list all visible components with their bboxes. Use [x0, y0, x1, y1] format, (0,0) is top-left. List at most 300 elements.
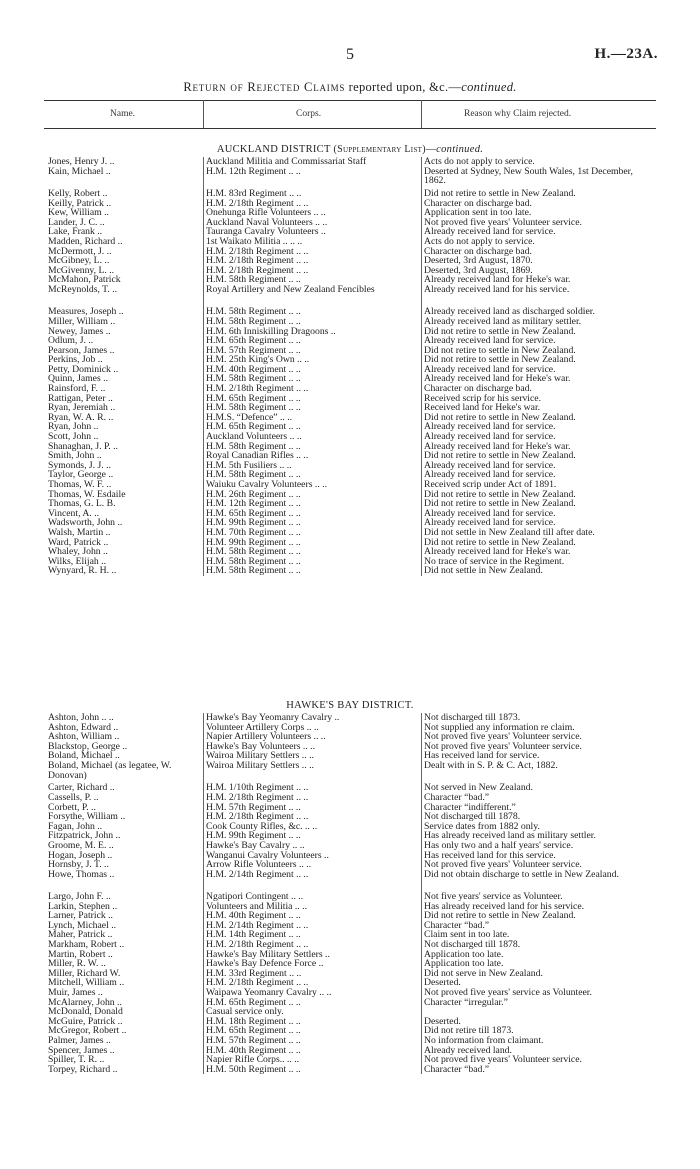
cell-reason: Character “bad.” — [424, 1063, 490, 1075]
cell-corps: H.M. 50th Regiment .. .. — [206, 1063, 301, 1075]
cell-reason: Received scrip under Act of 1891. — [424, 479, 557, 490]
cell-name: Ashton, John .. .. — [48, 712, 114, 723]
column-divider — [203, 911, 204, 921]
column-divider — [421, 988, 422, 998]
cell-name: Scott, John .. — [48, 431, 99, 443]
column-divider — [421, 713, 422, 723]
column-divider — [203, 199, 204, 209]
cell-corps: Hawke's Bay Defence Force .. — [206, 958, 324, 970]
cell-name: Larkin, Stephen .. — [48, 900, 118, 912]
cell-name: Whaley, John .. — [48, 546, 108, 558]
column-divider — [203, 528, 204, 538]
column-divider — [203, 538, 204, 548]
column-divider — [421, 422, 422, 432]
cell-reason: Did not retire to settle in New Zealand. — [424, 325, 576, 337]
column-divider — [421, 969, 422, 979]
column-divider — [421, 870, 422, 892]
column-divider — [421, 518, 422, 528]
column-divider — [421, 451, 422, 461]
column-divider — [203, 307, 204, 317]
table-row — [0, 167, 700, 189]
cell-reason: Not discharged till 1873. — [424, 712, 521, 723]
column-divider — [203, 403, 204, 413]
cell-reason: Not proved five years' Volunteer service. — [424, 216, 582, 228]
column-divider — [421, 432, 422, 442]
cell-name: Pearson, James .. — [48, 344, 115, 356]
cell-corps: Volunteer Artillery Corps .. .. — [206, 721, 319, 733]
column-divider — [203, 969, 204, 979]
cell-reason: Not five years' service as Volunteer. — [424, 891, 563, 903]
cell-corps: H.M. 2/14th Regiment .. .. — [206, 868, 309, 880]
column-divider — [203, 442, 204, 452]
column-divider — [421, 384, 422, 394]
table-row — [0, 761, 700, 783]
cell-corps: Napier Artillery Volunteers .. .. — [206, 731, 326, 743]
cell-reason: Did not settle in New Zealand till after date. — [424, 526, 595, 538]
cell-corps: H.M. 2/14th Regiment .. .. — [206, 919, 309, 931]
cell-corps: Hawke's Bay Cavalry .. .. — [206, 839, 305, 851]
column-divider — [421, 950, 422, 960]
cell-reason: Already received land for service. — [424, 507, 556, 519]
cell-corps: H.M. 2/18th Regiment .. .. — [206, 264, 309, 276]
cell-reason: Already received land for service. — [424, 459, 556, 471]
table-row — [0, 1046, 700, 1056]
cell-reason: Not proved five years' service as Volunteer. — [424, 987, 592, 999]
table-row — [0, 413, 700, 423]
cell-corps: H.M. 99th Regiment .. .. — [206, 517, 301, 529]
cell-name: Wilks, Elijah .. — [48, 555, 106, 567]
column-divider — [421, 921, 422, 931]
cell-corps: Wairoa Military Settlers .. .. — [206, 750, 314, 762]
section-title — [0, 699, 700, 713]
column-divider — [203, 247, 204, 257]
column-divider — [421, 327, 422, 337]
column-divider — [203, 384, 204, 394]
cell-reason: Character “indifferent.” — [424, 801, 516, 813]
cell-reason: No trace of service in the Regiment. — [424, 555, 565, 567]
cell-corps: H.M.S. “Defence” .. .. — [206, 411, 293, 423]
cell-corps: H.M. 83rd Regiment .. .. — [206, 187, 302, 199]
cell-reason: Character on discharge bad. — [424, 383, 532, 395]
cell-corps: H.M. 99th Regiment .. .. — [206, 830, 301, 842]
table-row — [0, 870, 700, 892]
cell-name: Kelly, Robert .. — [48, 187, 108, 199]
cell-corps: Waiuku Cavalry Volunteers .. .. — [206, 479, 328, 490]
column-divider — [203, 761, 204, 783]
table-row — [0, 442, 700, 452]
table-row — [0, 566, 700, 576]
column-divider — [203, 227, 204, 237]
column-divider — [421, 803, 422, 813]
cell-name: Ryan, Jeremiah .. — [48, 402, 116, 414]
cell-corps: Casual service only. — [206, 1006, 284, 1018]
column-divider — [421, 998, 422, 1008]
column-divider — [421, 902, 422, 912]
cell-name: Lake, Frank .. — [48, 226, 103, 238]
column-divider — [203, 988, 204, 998]
column-divider — [203, 365, 204, 375]
column-divider — [421, 509, 422, 519]
cell-corps: H.M. 2/18th Regiment .. .. — [206, 245, 309, 257]
cell-reason: Already received land for service. — [424, 363, 556, 375]
cell-reason: Already received land for Heke's war. — [424, 373, 571, 385]
cell-corps: H.M. 12th Regiment .. .. — [206, 165, 301, 177]
header-divider-1 — [203, 100, 204, 128]
cell-name: Mitchell, William .. — [48, 977, 125, 989]
cell-corps: Auckland Volunteers .. .. — [206, 431, 302, 443]
cell-name: Ashton, William .. — [48, 731, 120, 743]
cell-reason: Has received land for this service. — [424, 849, 556, 861]
cell-corps: H.M. 40th Regiment .. .. — [206, 363, 301, 375]
cell-reason: Did not retire to settle in New Zealand. — [424, 187, 576, 199]
column-divider — [421, 761, 422, 783]
cell-reason: Did not obtain discharge to settle in New Zealand. — [424, 868, 619, 880]
cell-name: Measures, Joseph .. — [48, 306, 124, 318]
cell-name: Carter, Richard .. — [48, 782, 115, 794]
column-divider — [421, 189, 422, 199]
cell-name: Torpey, Richard .. — [48, 1063, 118, 1075]
cell-corps: H.M. 70th Regiment .. .. — [206, 526, 301, 538]
cell-corps: Arrow Rifle Volunteers .. .. — [206, 859, 312, 871]
column-divider — [421, 167, 422, 189]
column-divider — [421, 732, 422, 742]
table-row — [0, 346, 700, 356]
column-divider — [203, 793, 204, 803]
column-divider — [203, 518, 204, 528]
cell-corps: H.M. 6th Inniskilling Dragoons .. — [206, 325, 336, 337]
title-prefix: Return of Rejected Claims — [183, 80, 346, 94]
cell-reason: Received land for Heke's war. — [424, 402, 541, 414]
cell-corps: Cook County Rifles, &c. .. .. — [206, 820, 318, 832]
cell-corps: H.M. 57th Regiment .. .. — [206, 1035, 301, 1046]
column-divider — [421, 266, 422, 276]
cell-reason: Not proved five years' Volunteer service. — [424, 740, 582, 752]
table-row — [0, 327, 700, 337]
cell-corps: H.M. 58th Regiment .. .. — [206, 402, 301, 414]
cell-name: Miller, William .. — [48, 315, 116, 327]
cell-corps: Napier Rifle Corps.. .. .. — [206, 1054, 300, 1066]
column-divider — [421, 1017, 422, 1027]
column-divider — [421, 208, 422, 218]
cell-reason: Dealt with in S. P. & C. Act, 1882. — [424, 759, 558, 771]
cell-name: Kain, Michael .. — [48, 165, 111, 177]
cell-corps: H.M. 18th Regiment .. .. — [206, 1015, 301, 1027]
column-divider — [421, 256, 422, 266]
cell-name: Boland, Michael (as legatee, W. Donovan) — [48, 759, 172, 781]
column-divider — [421, 841, 422, 851]
cell-corps: Volunteers and Militia .. .. — [206, 900, 307, 912]
cell-name: Thomas, W. F. .. — [48, 479, 112, 490]
column-divider — [421, 1026, 422, 1036]
cell-corps: Wairoa Military Settlers .. .. — [206, 759, 314, 771]
cell-corps: H.M. 57th Regiment .. .. — [206, 344, 301, 356]
column-divider — [203, 1017, 204, 1027]
cell-corps: H.M. 2/18th Regiment .. .. — [206, 791, 309, 803]
cell-name: Blackstop, George .. — [48, 740, 128, 752]
table-row — [0, 208, 700, 218]
column-divider — [203, 1007, 204, 1017]
cell-corps: H.M. 58th Regiment .. .. — [206, 565, 301, 577]
cell-corps: H.M. 58th Regiment .. .. — [206, 306, 301, 318]
cell-reason: Character on discharge bad. — [424, 197, 532, 209]
cell-name: Taylor, George .. — [48, 469, 114, 481]
column-divider — [203, 285, 204, 307]
column-divider — [203, 461, 204, 471]
cell-reason: Has received land for service. — [424, 750, 540, 762]
column-divider — [203, 812, 204, 822]
cell-reason: Deserted, 3rd August, 1870. — [424, 255, 533, 267]
cell-name: Largo, John F. .. — [48, 891, 111, 903]
column-divider — [203, 336, 204, 346]
cell-name: McMahon, Patrick — [48, 274, 121, 286]
column-header-corps: Corps. — [296, 109, 322, 119]
cell-corps: H.M. 2/18th Regiment .. .. — [206, 383, 309, 395]
column-divider — [203, 208, 204, 218]
column-divider — [421, 442, 422, 452]
cell-name: Vincent, A. .. — [48, 507, 100, 519]
column-divider — [203, 451, 204, 461]
column-divider — [203, 157, 204, 167]
cell-corps: H.M. 65th Regiment .. .. — [206, 335, 301, 347]
cell-corps: H.M. 25th King's Own .. .. — [206, 354, 310, 366]
column-divider — [421, 227, 422, 237]
cell-reason: Not proved five years' Volunteer service. — [424, 1054, 582, 1066]
column-divider — [203, 1055, 204, 1065]
cell-corps: H.M. 26th Regiment .. .. — [206, 488, 301, 500]
column-divider — [421, 538, 422, 548]
document-reference: H.—23A. — [594, 46, 658, 62]
cell-corps: H.M. 58th Regiment .. .. — [206, 274, 301, 286]
cell-reason: Deserted. — [424, 977, 461, 989]
cell-name: Keilly, Patrick .. — [48, 197, 112, 209]
cell-name: Symonds, J. J. .. — [48, 459, 111, 471]
column-divider — [421, 528, 422, 538]
cell-name: Cassells, P. .. — [48, 791, 99, 803]
cell-name: Ryan, John .. — [48, 421, 99, 433]
column-divider — [203, 783, 204, 793]
cell-corps: Royal Artillery and New Zealand Fencibles — [206, 283, 375, 295]
column-divider — [421, 307, 422, 317]
cell-reason: Did not retire to settle in New Zealand. — [424, 344, 576, 356]
column-divider — [421, 822, 422, 832]
cell-reason: Acts do not apply to service. — [424, 156, 535, 167]
column-divider — [203, 959, 204, 969]
section-suffix: continued. — [436, 144, 484, 155]
cell-reason: Did not serve in New Zealand. — [424, 967, 543, 979]
column-divider — [203, 189, 204, 199]
cell-reason: Has already received land for his service. — [424, 900, 585, 912]
cell-corps: Ngatipori Contingent .. .. — [206, 891, 304, 903]
cell-reason: Already received land for his service. — [424, 283, 570, 295]
column-divider — [203, 723, 204, 733]
table-row — [0, 499, 700, 509]
cell-reason: Not proved five years' Volunteer service. — [424, 731, 582, 743]
column-divider — [203, 751, 204, 761]
cell-name: Larner, Patrick .. — [48, 910, 113, 922]
cell-reason: Did not retire to settle in New Zealand. — [424, 536, 576, 548]
column-divider — [421, 751, 422, 761]
column-divider — [421, 275, 422, 285]
column-divider — [203, 266, 204, 276]
column-divider — [203, 742, 204, 752]
column-divider — [421, 317, 422, 327]
section-subtitle: (Supplementary List)— — [333, 144, 437, 155]
column-divider — [203, 851, 204, 861]
column-divider — [203, 547, 204, 557]
cell-name: Smith, John .. — [48, 450, 102, 462]
cell-name: Walsh, Martin .. — [48, 526, 111, 538]
cell-name: Fagan, John .. — [48, 820, 103, 832]
column-divider — [421, 461, 422, 471]
cell-corps: H.M. 65th Regiment .. .. — [206, 421, 301, 433]
title-suffix: continued. — [461, 80, 517, 94]
column-divider — [203, 480, 204, 490]
cell-reason: Acts do not apply to service. — [424, 235, 535, 247]
column-divider — [421, 1055, 422, 1065]
cell-corps: H.M. 58th Regiment .. .. — [206, 546, 301, 558]
column-divider — [203, 394, 204, 404]
column-divider — [203, 327, 204, 337]
column-divider — [421, 860, 422, 870]
cell-name: Madden, Richard .. — [48, 235, 123, 247]
cell-corps: H.M. 2/18th Regiment .. .. — [206, 939, 309, 951]
column-divider — [203, 275, 204, 285]
cell-reason: Already received land for Heke's war. — [424, 440, 571, 452]
table-row — [0, 374, 700, 384]
column-divider — [203, 860, 204, 870]
column-divider — [203, 470, 204, 480]
page-number: 5 — [346, 46, 354, 63]
column-divider — [203, 1026, 204, 1036]
column-divider — [421, 480, 422, 490]
cell-name: Ashton, Edward .. — [48, 721, 119, 733]
cell-reason: Did not retire to settle in New Zealand. — [424, 450, 576, 462]
cell-corps: Wanganui Cavalry Volunteers .. — [206, 849, 329, 861]
column-divider — [203, 167, 204, 189]
cell-name: Hornsby, J. T. .. — [48, 859, 109, 871]
cell-name: Ward, Patrick .. — [48, 536, 109, 548]
column-divider — [203, 930, 204, 940]
cell-corps: H.M. 14th Regiment .. .. — [206, 929, 301, 941]
cell-name: Kew, William .. — [48, 207, 109, 219]
section-title — [0, 143, 700, 157]
cell-corps: H.M. 58th Regiment .. .. — [206, 440, 301, 452]
column-divider — [421, 940, 422, 950]
column-divider — [421, 336, 422, 346]
cell-corps: Tauranga Cavalry Volunteers .. — [206, 226, 326, 238]
column-divider — [421, 978, 422, 988]
cell-name: McDonald, Donald — [48, 1006, 123, 1018]
cell-name: Hogan, Joseph .. — [48, 849, 113, 861]
cell-corps: 1st Waikato Militia .. .. .. — [206, 235, 303, 247]
cell-reason: Already received land. — [424, 1044, 512, 1056]
cell-name: Lynch, Michael .. — [48, 919, 117, 931]
cell-name: Ryan, W. A. R. .. — [48, 411, 114, 423]
column-divider — [203, 978, 204, 988]
cell-name: Howe, Thomas .. — [48, 868, 115, 880]
cell-corps: Auckland Militia and Commissariat Staff — [206, 156, 367, 167]
column-header-name: Name. — [110, 109, 136, 119]
column-divider — [421, 355, 422, 365]
column-divider — [421, 1065, 422, 1075]
table-row — [0, 422, 700, 432]
cell-corps: H.M. 40th Regiment .. .. — [206, 910, 301, 922]
column-divider — [203, 902, 204, 912]
cell-name: Markham, Robert .. — [48, 939, 125, 951]
cell-reason: Has only two and a half years' service. — [424, 839, 574, 851]
cell-name: Thomas, W. Esdaile — [48, 488, 126, 500]
cell-corps: H.M. 65th Regiment .. .. — [206, 1025, 301, 1037]
column-divider — [421, 547, 422, 557]
column-divider — [421, 374, 422, 384]
cell-name: Boland, Michael .. — [48, 750, 120, 762]
cell-name: Spencer, James .. — [48, 1044, 115, 1056]
column-divider — [203, 413, 204, 423]
cell-name: Quinn, James .. — [48, 373, 109, 385]
cell-corps: H.M. 65th Regiment .. .. — [206, 996, 301, 1008]
cell-name: Miller, Richard W. — [48, 967, 121, 979]
cell-reason: Deserted. — [424, 1015, 461, 1027]
cell-corps: H.M. 2/18th Regiment .. .. — [206, 811, 309, 823]
cell-name: Fitzpatrick, John .. — [48, 830, 121, 842]
column-divider — [421, 892, 422, 902]
column-divider — [421, 1036, 422, 1046]
cell-corps: Hawke's Bay Volunteers .. .. — [206, 740, 316, 752]
cell-corps: H.M. 58th Regiment .. .. — [206, 555, 301, 567]
column-divider — [421, 394, 422, 404]
table-row — [0, 1065, 700, 1075]
cell-reason: Did not settle in New Zealand. — [424, 565, 543, 577]
table-row — [0, 218, 700, 228]
cell-reason: Application too late. — [424, 948, 504, 960]
column-divider — [203, 713, 204, 723]
cell-name: Wadsworth, John .. — [48, 517, 123, 529]
cell-corps: H.M. 58th Regiment .. .. — [206, 373, 301, 385]
column-divider — [421, 247, 422, 257]
column-divider — [203, 374, 204, 384]
cell-name: Newey, James .. — [48, 325, 111, 337]
cell-reason: Not served in New Zealand. — [424, 782, 533, 794]
cell-reason: Received scrip for his service. — [424, 392, 542, 404]
column-divider — [203, 237, 204, 247]
column-divider — [203, 831, 204, 841]
column-divider — [203, 998, 204, 1008]
cell-reason: Already received land for service. — [424, 226, 556, 238]
cell-reason: Not proved five years' Volunteer service. — [424, 859, 582, 871]
cell-name: Rattigan, Peter .. — [48, 392, 113, 404]
column-divider — [203, 950, 204, 960]
cell-reason: Already received land for service. — [424, 335, 556, 347]
cell-name: McDermott, J. .. — [48, 245, 112, 257]
column-divider — [421, 470, 422, 480]
column-header-reason: Reason why Claim rejected. — [464, 109, 572, 119]
column-divider — [421, 557, 422, 567]
cell-name: Muir, James .. — [48, 987, 103, 999]
column-divider — [203, 509, 204, 519]
cell-name: McReynolds, T. .. — [48, 283, 118, 295]
cell-reason: Character on discharge bad. — [424, 245, 532, 257]
cell-corps: H.M. 1/10th Regiment .. .. — [206, 782, 309, 794]
column-divider — [421, 157, 422, 167]
cell-reason: Not supplied any information re claim. — [424, 721, 575, 733]
cell-name: Shanaghan, J. P. .. — [48, 440, 118, 452]
table-row — [0, 978, 700, 988]
section-hawkes-bay — [0, 699, 700, 1074]
cell-reason: Already received land for service. — [424, 517, 556, 529]
cell-name: Wynyard, R. H. .. — [48, 565, 117, 577]
column-divider — [203, 256, 204, 266]
title-main: reported upon, &c.— — [348, 80, 462, 94]
